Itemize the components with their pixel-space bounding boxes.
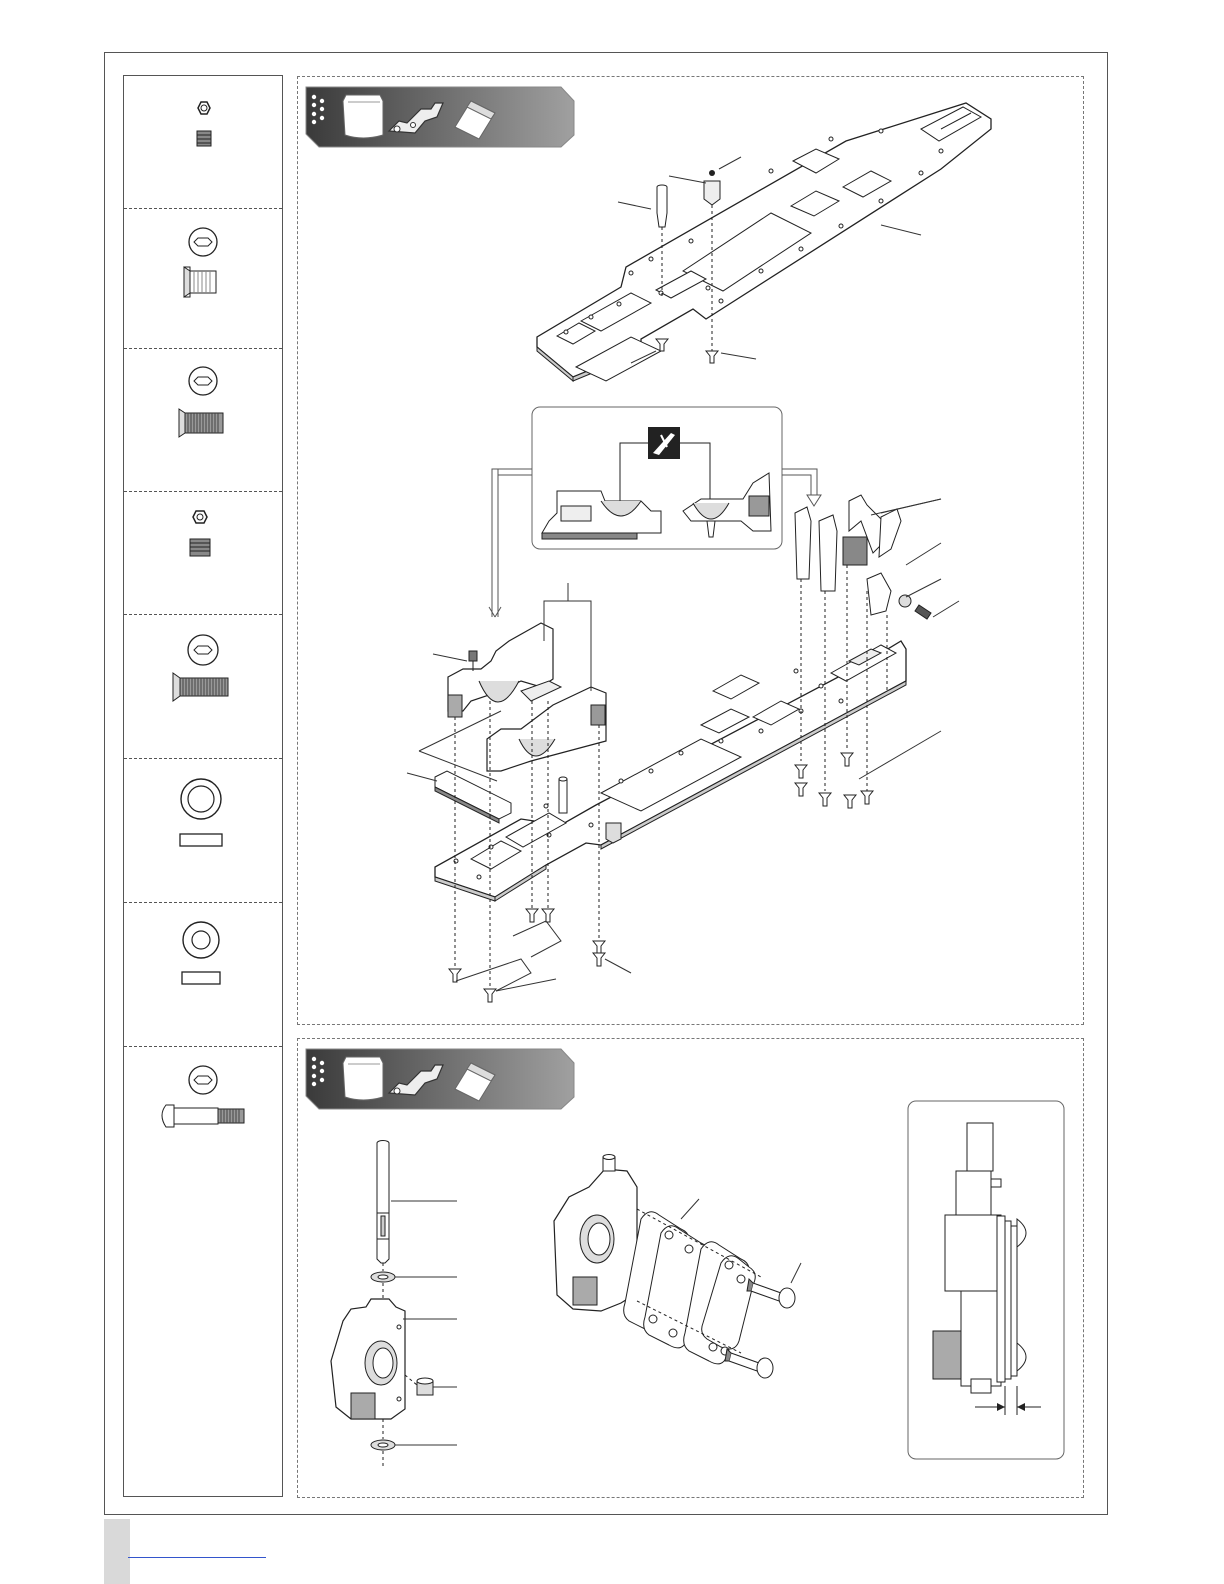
step-panel-2 xyxy=(297,1038,1084,1498)
shoulder-screw-upper xyxy=(747,1279,795,1308)
plate-screws-upper xyxy=(656,339,718,363)
footer-rule xyxy=(128,1557,266,1558)
shoulder-screw-lower xyxy=(725,1349,773,1378)
long-flat-head-screw-icon xyxy=(124,615,282,759)
bearing-bulkhead xyxy=(331,1299,405,1419)
part-medium-flat-head-screw xyxy=(124,349,282,492)
detail-inset-cut xyxy=(532,407,782,549)
parts-column xyxy=(123,75,283,1497)
bag-icon xyxy=(343,1057,383,1100)
side-cutter-icon xyxy=(648,427,680,459)
step-header-2 xyxy=(306,1049,574,1109)
page-number-tab xyxy=(104,1519,130,1584)
chassis-plate-upper xyxy=(537,103,991,381)
large-ball-bearing-icon xyxy=(124,759,282,903)
step-panel-1 xyxy=(297,76,1084,1025)
drive-shaft xyxy=(377,1141,389,1264)
part-nut-and-set-screw xyxy=(124,76,282,209)
upper-bearing xyxy=(371,1272,395,1282)
short-flat-head-screw-icon xyxy=(124,209,282,349)
lower-bearing xyxy=(371,1440,395,1450)
part-large-ball-bearing xyxy=(124,759,282,903)
nut-and-set-screw-icon xyxy=(124,76,282,209)
small-set-screw-icon xyxy=(124,492,282,615)
front-bulkhead-left xyxy=(448,623,553,717)
bag-icon xyxy=(343,95,383,138)
part-button-head-shoulder-screw xyxy=(124,1047,282,1498)
part-small-set-screw xyxy=(124,492,282,615)
rear-bulkhead-right xyxy=(795,495,931,619)
part-small-ball-bearing xyxy=(124,903,282,1047)
bulkhead-with-plates xyxy=(554,1155,755,1364)
button-head-shoulder-screw-icon xyxy=(124,1047,282,1247)
part-long-flat-head-screw xyxy=(124,615,282,759)
step-header-1 xyxy=(306,87,574,147)
detail-inset-side-view xyxy=(908,1101,1064,1459)
part-short-flat-head-screw xyxy=(124,209,282,349)
bushing xyxy=(417,1378,433,1395)
medium-flat-head-screw-icon xyxy=(124,349,282,492)
front-spacer-bar xyxy=(435,771,511,823)
small-ball-bearing-icon xyxy=(124,903,282,1047)
